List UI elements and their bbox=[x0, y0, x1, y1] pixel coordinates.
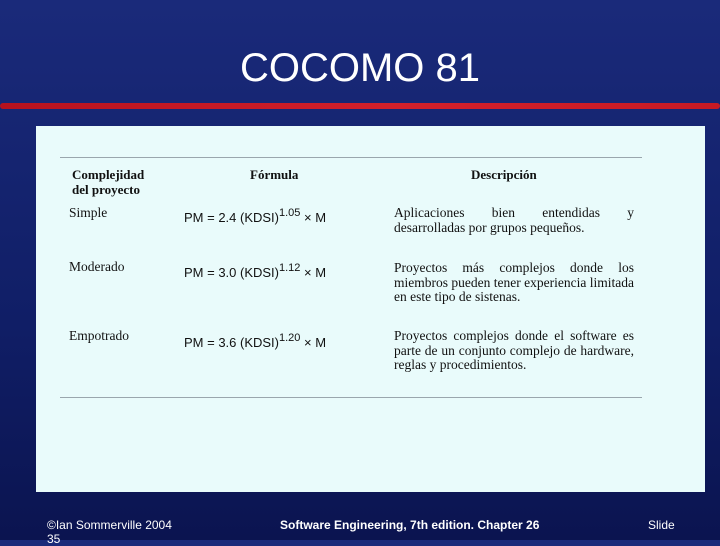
footer-copyright: ©Ian Sommerville 2004 bbox=[47, 518, 172, 532]
row-simple-description: Aplicaciones bien entendidas y desarrolladas por grupos pequeños. bbox=[394, 205, 634, 235]
slide-title: COCOMO 81 bbox=[239, 46, 481, 90]
row-simple-formula bbox=[184, 207, 326, 225]
header-complexity-line1: Complejidad bbox=[72, 167, 145, 182]
header-description: Descripción bbox=[471, 167, 537, 182]
formula-base: PM = 3.6 (KDSI) bbox=[184, 335, 279, 350]
row-embedded-complexity: Empotrado bbox=[69, 328, 129, 343]
row-moderate-description: Proyectos más complejos donde los miembros pueden tener experiencia limitada en este tipo de sistenas. bbox=[394, 260, 634, 304]
title-underline-rule bbox=[0, 103, 720, 109]
table-bottom-line bbox=[60, 397, 642, 398]
row-simple-complexity: Simple bbox=[69, 205, 108, 220]
formula-exponent: 1.20 bbox=[279, 332, 301, 344]
header-formula: Fórmula bbox=[250, 167, 299, 182]
row-moderate-formula bbox=[184, 262, 326, 280]
formula-tail: × M bbox=[304, 265, 327, 280]
header-complexity-line2: del proyecto bbox=[72, 182, 140, 197]
formula-exponent: 1.12 bbox=[279, 262, 301, 274]
row-embedded-formula bbox=[184, 332, 326, 350]
formula-base: PM = 2.4 (KDSI) bbox=[184, 210, 279, 225]
footer-slide-number: 35 bbox=[47, 532, 61, 546]
row-moderate-complexity: Moderado bbox=[69, 259, 125, 274]
footer-book-reference: Software Engineering, 7th edition. Chapter 26 bbox=[280, 518, 540, 532]
row-embedded-description: Proyectos complejos donde el software es parte de un conjunto complejo de hardware, reglas y procedimientos. bbox=[394, 328, 634, 372]
table-top-line bbox=[60, 157, 642, 158]
formula-exponent: 1.05 bbox=[279, 207, 301, 219]
formula-base: PM = 3.0 (KDSI) bbox=[184, 265, 279, 280]
footer-slide-label: Slide bbox=[648, 518, 675, 532]
header-complexity bbox=[72, 167, 144, 197]
formula-tail: × M bbox=[304, 335, 327, 350]
formula-tail: × M bbox=[304, 210, 327, 225]
